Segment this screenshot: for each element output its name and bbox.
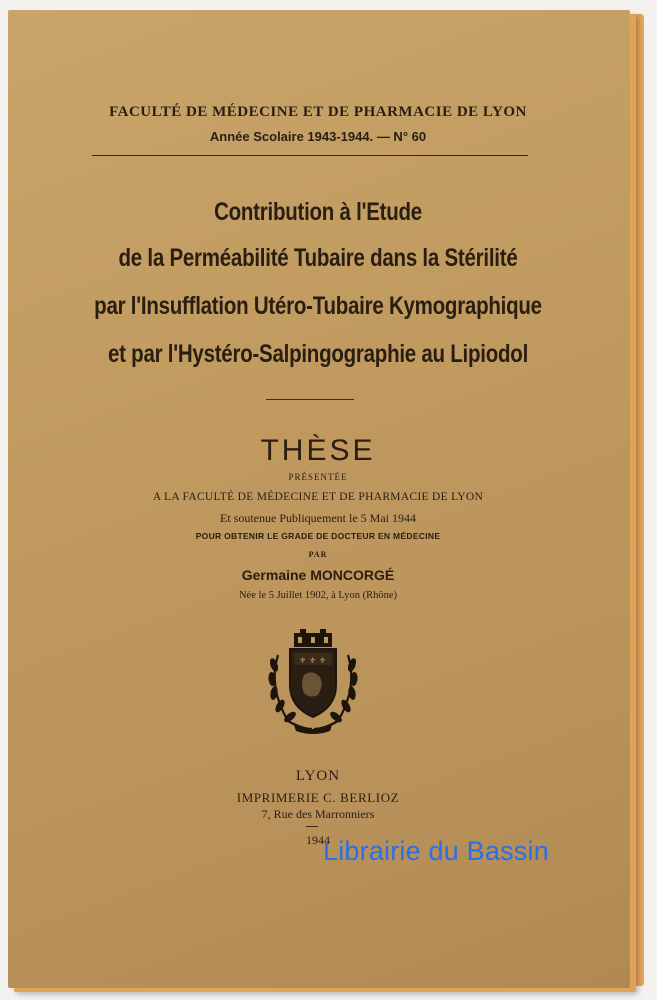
title-line-1: Contribution à l'Etude <box>214 198 422 226</box>
title-rule <box>266 399 354 400</box>
imprint-dash <box>306 826 318 827</box>
header-rule <box>92 155 528 156</box>
page-edge <box>628 14 644 986</box>
bookseller-watermark: Librairie du Bassin <box>323 836 549 866</box>
imprint-year: 1944 <box>306 833 330 847</box>
coat-of-arms-icon <box>264 625 362 737</box>
author-birth: Née le 5 Juillet 1902, à Lyon (Rhône) <box>238 590 398 601</box>
faculty-header: FACULTÉ DE MÉDECINE ET DE PHARMACIE DE LYON <box>109 104 527 120</box>
title-line-2: de la Perméabilité Tubaire dans la Stérilité <box>118 244 518 272</box>
svg-text:⚜: ⚜ <box>319 656 327 665</box>
presented-label: PRÉSENTÉE <box>288 472 348 482</box>
degree-line: POUR OBTENIR LE GRADE DE DOCTEUR EN MÉDECINE <box>195 531 441 541</box>
by-label: PAR <box>308 550 328 559</box>
author-name: Germaine MONCORGÉ <box>241 567 395 583</box>
title-line-4: et par l'Hystéro-Salpingographie au Lipiodol <box>107 340 529 368</box>
imprint-city: LYON <box>295 768 341 784</box>
faculty-line: A LA FACULTÉ DE MÉDECINE ET DE PHARMACIE DE LYON <box>152 491 484 503</box>
imprint-address: 7, Rue des Marronniers <box>261 807 375 821</box>
thesis-heading: THÈSE <box>260 434 376 467</box>
svg-text:⚜: ⚜ <box>309 656 317 665</box>
imprint-printer: IMPRIMERIE C. BERLIOZ <box>236 790 400 805</box>
academic-year: Année Scolaire 1943-1944. — N° 60 <box>209 129 427 144</box>
svg-text:⚜: ⚜ <box>299 656 307 665</box>
defense-date: Et soutenue Publiquement le 5 Mai 1944 <box>220 511 416 525</box>
title-line-3: par l'Insufflation Utéro-Tubaire Kymographique <box>94 292 542 320</box>
